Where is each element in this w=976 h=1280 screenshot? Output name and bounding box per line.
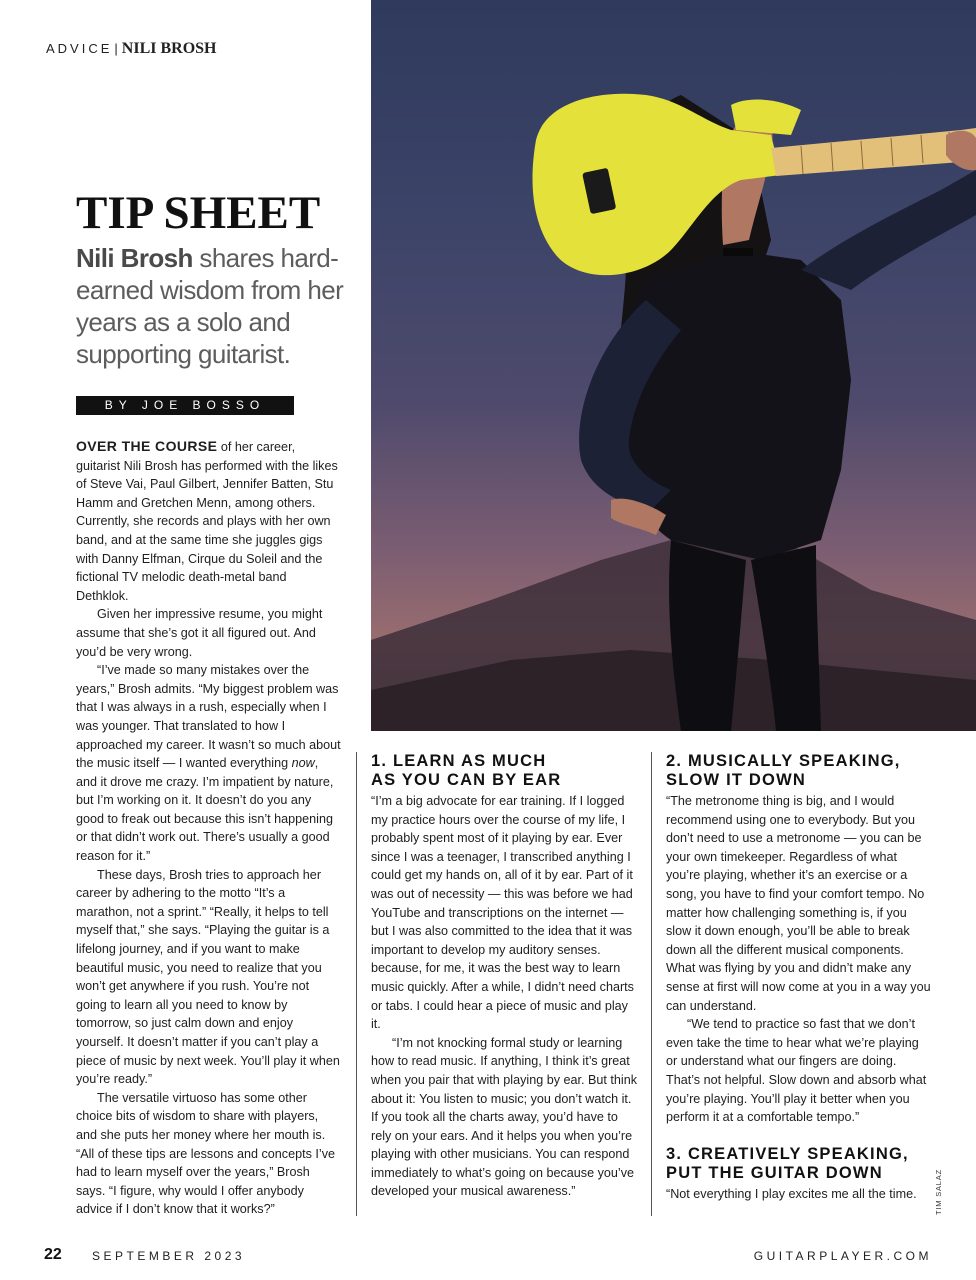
tip-1-column — [371, 752, 639, 1201]
section-separator: | — [114, 41, 118, 56]
paragraph-3-part-a: “I’ve made so many mistakes over the years,” Brosh admits. “My biggest problem was that I was always in a rush, especially when I was younger. That translated to how I approached my career. It wasn’t so much about the music itself — I wanted everything — [76, 663, 341, 771]
hero-photo — [371, 0, 976, 731]
intro-paragraph — [76, 437, 342, 605]
article-title: TIP SHEET — [76, 187, 321, 239]
intro-text: of her career, guitarist Nili Brosh has performed with the likes of Steve Vai, Paul Gilbert, Jennifer Batten, Stu Hamm and Gretchen Menn, among others. Currently, she records and plays with her own band, and at the same time she juggles gigs with Danny Elfman, Cirque du Soleil and the fictional TV melodic death-metal band Dethklok. — [76, 440, 338, 603]
tip-2-paragraph-2: “We tend to practice so fast that we don’t even take the time to hear what we’re playing or understand what our fingers are doing. That’s not helpful. Slow down and absorb what you’re playing. You’ll play it better when you perform it at a comfortable tempo.” — [666, 1017, 927, 1125]
paragraph-2: Given her impressive resume, you might assume that she’s got it all figured out. And you’d be very wrong. — [76, 607, 323, 659]
section-label — [46, 40, 217, 58]
website-url: GUITARPLAYER.COM — [753, 1249, 932, 1263]
paragraph-4: These days, Brosh tries to approach her career by adhering to the motto “It’s a marathon, not a sprint.” “Really, it helps to tell myself that,” she says. “Playing the guitar is a lifelong journey, and if you want to make beautiful music, you need to realize that you won’t get anywhere if you rush. You’re not going to learn all you need to know by tomorrow, so just calm down and enjoy yourself. It doesn’t matter if you can’t play a piece of music by next week. You’ll play it when you’re ready.” — [76, 867, 340, 1087]
tip-1-paragraph-2: “I’m not knocking formal study or learning how to read music. If anything, I think it’s great when you pair that with playing by ear. But think about it: You listen to music; you don’t watch it. If you took all the charts away, you’d have to rely on your ears. And it helps you when you’re playing with other musicians. You can respond immediately to what’s going on because you’ve developed your musical awareness.” — [371, 1035, 638, 1199]
issue-date: SEPTEMBER 2023 — [92, 1249, 246, 1263]
tip-2-column — [666, 752, 932, 1203]
photo-credit: TIM SALAZ — [934, 1169, 943, 1215]
paragraph-3 — [76, 661, 342, 866]
tip-3-heading-line-2: PUT THE GUITAR DOWN — [666, 1163, 883, 1182]
section-name: ADVICE — [46, 41, 113, 56]
tip-3-heading-line-1: 3. CREATIVELY SPEAKING, — [666, 1144, 909, 1163]
tip-1-heading-line-2: AS YOU CAN BY EAR — [371, 771, 562, 789]
column-divider — [651, 752, 652, 1216]
tip-1-paragraph-1: “I’m a big advocate for ear training. If I logged my practice hours over the course of my life, I probably spent most of it playing by ear. Ever since I was a teenager, I transcribed anything I could get my hands on, all of it by ear. Part of it was out of necessity — this was before we had YouTube and transcriptions on the internet — but I was also committed to the idea that it was important to develop my auditory senses. because, for me, it was the best way to learn music quickly. After a while, I didn’t need charts or tabs. I could hear a piece of music and play it. — [371, 794, 634, 1032]
tip-2-paragraph-1: “The metronome thing is big, and I would recommend using one to everybody. But you don’t need to use a metronome — you can be your own timekeeper. Regardless of what you’re playing, whether it’s an exercise or a song, you have to find your comfort tempo. No matter how challenging something is, if you slow it down enough, you’ll be able to break down all the different musical components. What was flying by you and didn’t make any sense at first will now come at you in a way you can understand. — [666, 794, 931, 1013]
section-subject: NILI BROSH — [121, 40, 217, 57]
guitarist-illustration — [371, 0, 976, 731]
tip-2-heading — [666, 752, 932, 790]
tip-2-heading-line-2: SLOW IT DOWN — [666, 771, 806, 789]
paragraph-5: The versatile virtuoso has some other choice bits of wisdom to share with players, and she puts her money where her mouth is. “All of these tips are lessons and concepts I’ve had to learn myself over the years,” Brosh says. “I figure, why would I offer anybody advice if I don’t know that it works?” — [76, 1090, 336, 1217]
column-divider — [356, 752, 357, 1216]
tip-3-heading — [666, 1145, 932, 1183]
tip-1-heading-line-1: 1. LEARN AS MUCH — [371, 752, 547, 770]
article-subtitle — [76, 242, 366, 370]
paragraph-3-emphasis: now — [291, 756, 315, 771]
intro-column — [76, 437, 342, 1219]
tip-2-heading-line-1: 2. MUSICALLY SPEAKING, — [666, 752, 901, 770]
intro-lead: OVER THE COURSE — [76, 438, 218, 454]
page-number: 22 — [44, 1246, 62, 1263]
byline-bar: BY JOE BOSSO — [76, 396, 294, 415]
tip-1-heading — [371, 752, 639, 790]
tip-3-paragraph-1: “Not everything I play excites me all the time. — [666, 1186, 917, 1201]
subtitle-name: Nili Brosh — [76, 243, 193, 273]
paragraph-3-part-b: , and it drove me crazy. I’m impatient by nature, but I’m working on it. It doesn’t do you any good to freak out because this isn’t happening or that didn’t work out. There’s usually a good reason for it.” — [76, 756, 334, 864]
subtitle-text: shares hard-earned wisdom from her years as a solo and supporting guitarist. — [76, 243, 344, 369]
